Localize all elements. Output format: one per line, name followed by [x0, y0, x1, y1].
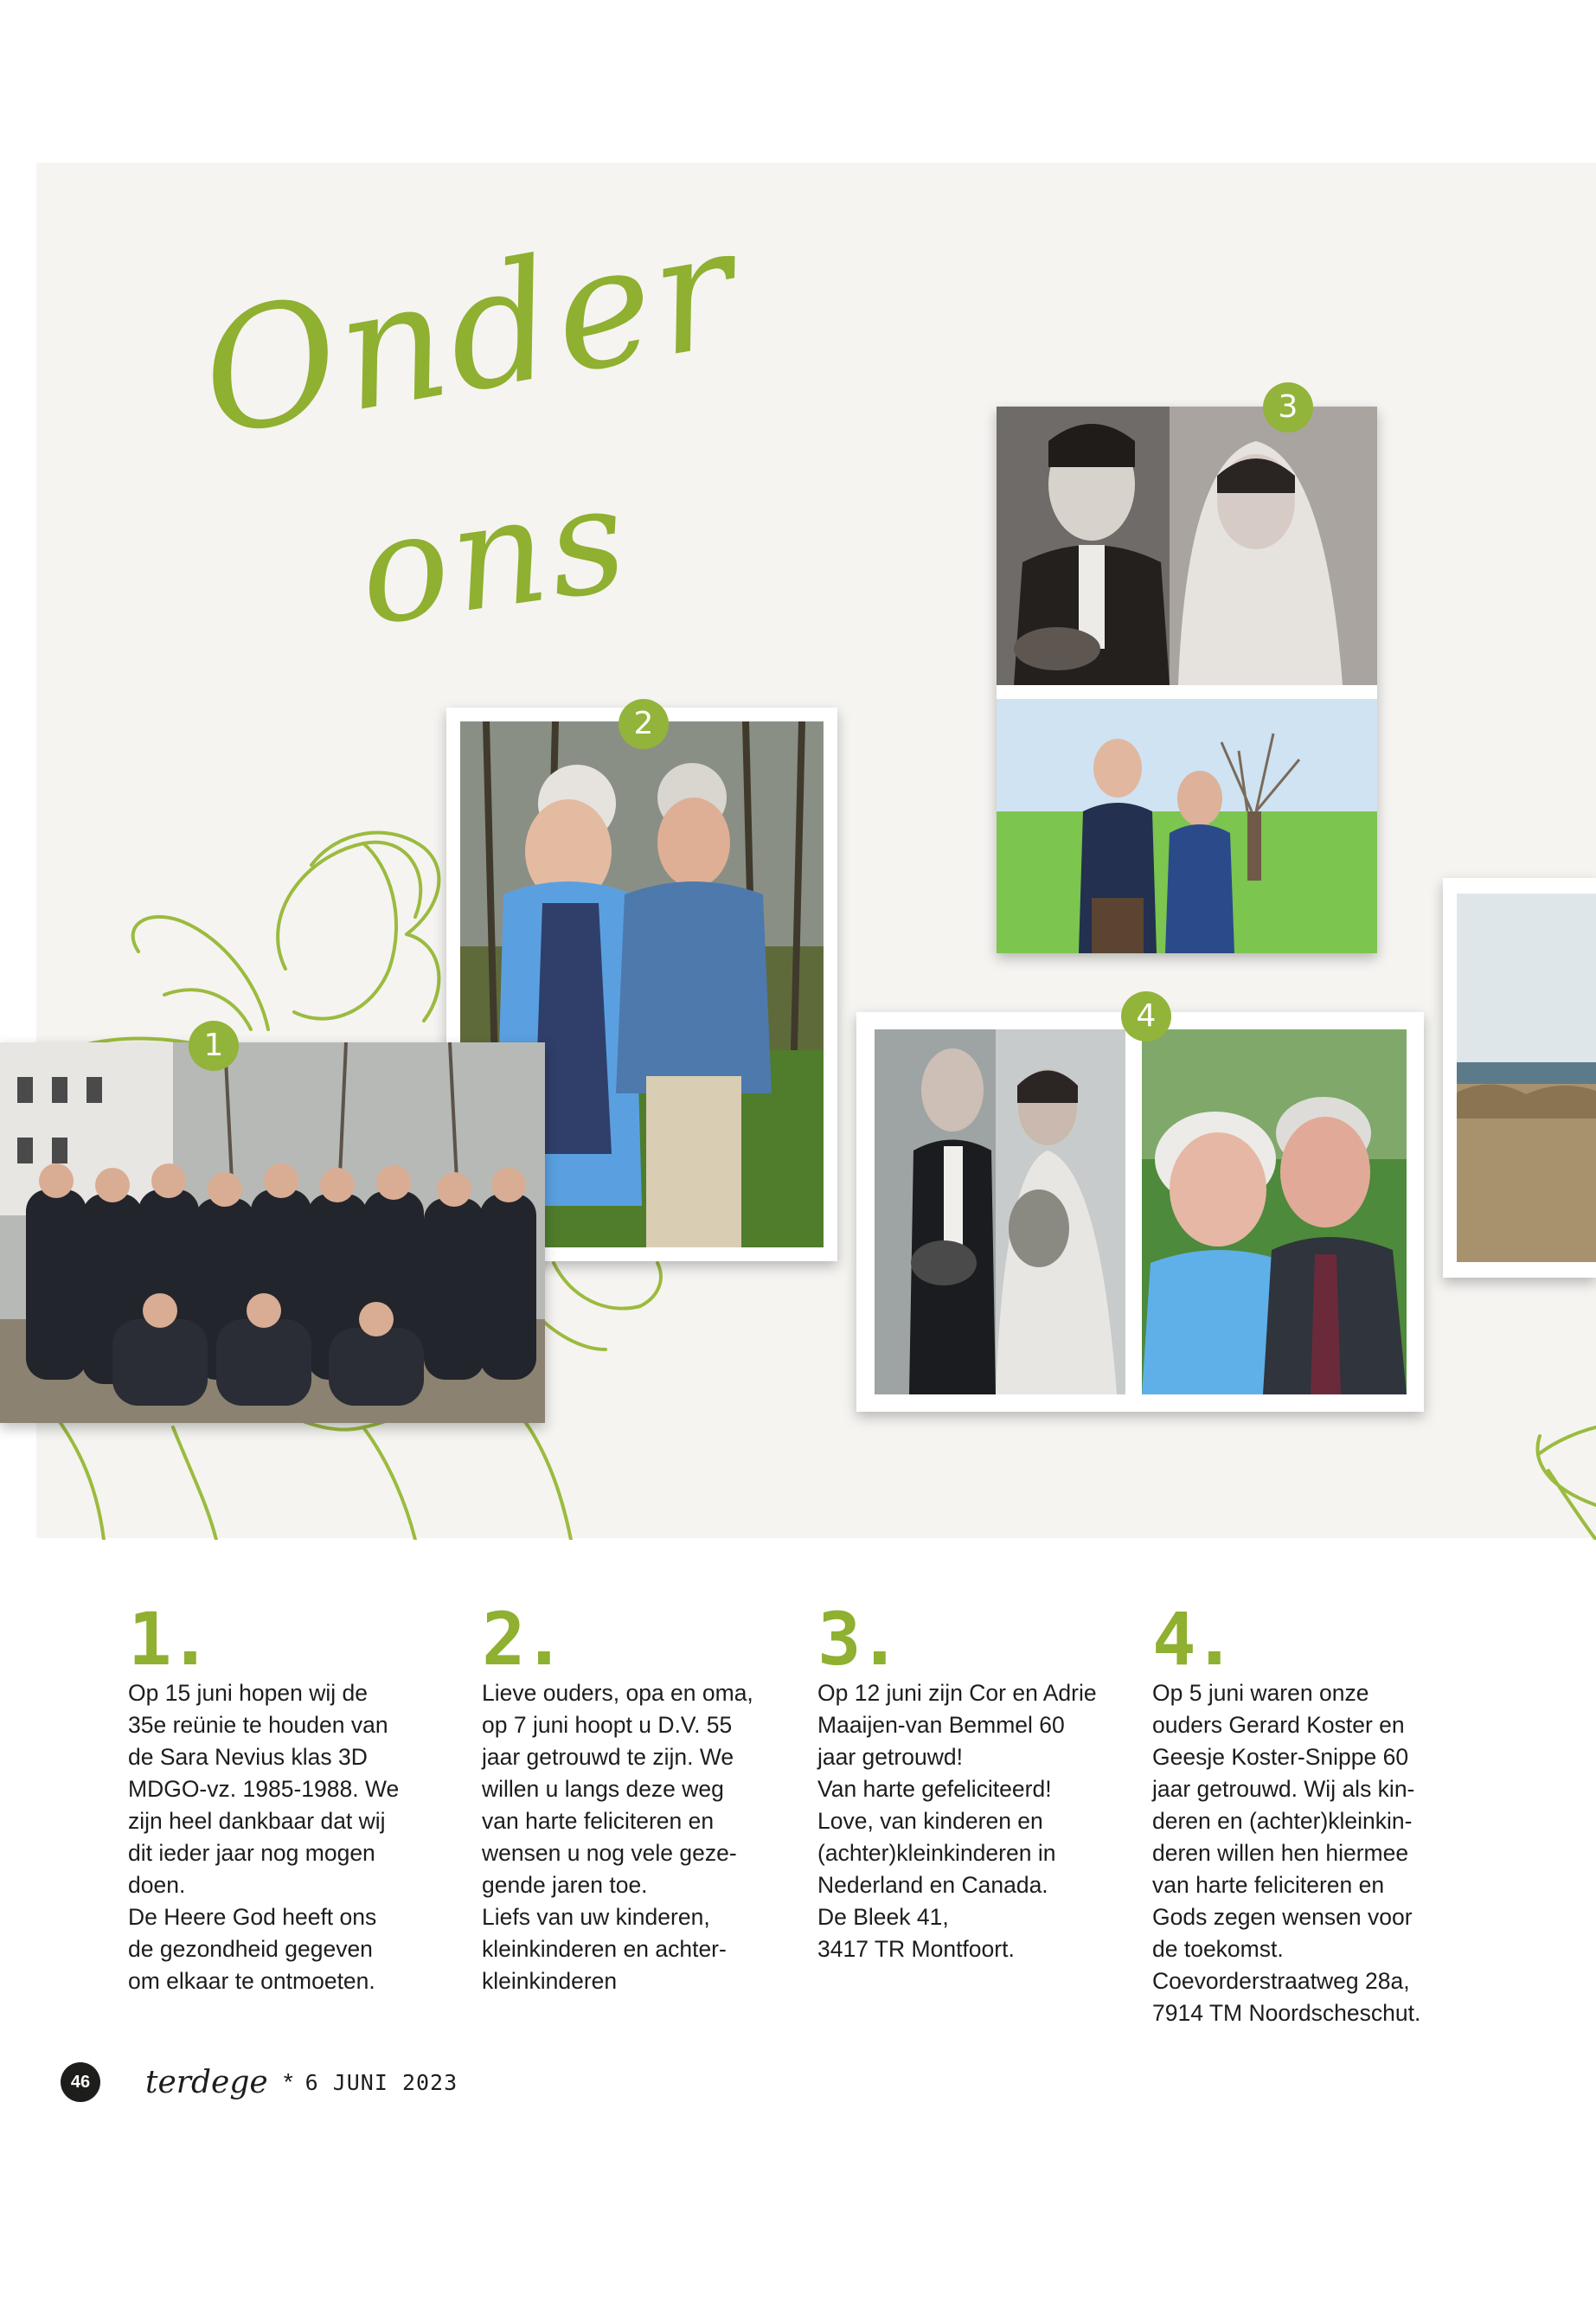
badge-4: 4	[1121, 991, 1171, 1042]
photo-beach-dunes	[1457, 894, 1596, 1262]
photo-frame-4	[856, 998, 1424, 1412]
entry-text: Lieve ouders, opa en oma, op 7 juni hoopt u D.V. 55 jaar getrouwd te zijn. We willen u langs deze weg van harte feliciteren en wensen u nog vele geze- gende jaren toe. Liefs van uw kinderen, kleinkinderen en achter- kleinkinderen	[482, 1680, 753, 1994]
issue-date: 6 JUNI 2023	[304, 2069, 458, 2095]
photo-couple-portrait	[1142, 1029, 1407, 1394]
page-number: 46	[61, 2062, 100, 2102]
badge-2: 2	[619, 699, 669, 749]
photo-frame-1	[0, 1028, 545, 1423]
entry-number: 3.	[817, 1597, 899, 1682]
separator-star: *	[283, 2068, 293, 2095]
entry-4	[1152, 1597, 1459, 2029]
entry-1	[128, 1597, 435, 1997]
badge-3: 3	[1263, 382, 1313, 433]
entry-3	[817, 1597, 1125, 1965]
photo-wedding-black-white	[997, 407, 1377, 685]
photo-group-reunion	[0, 1042, 545, 1423]
entry-text: Op 5 juni waren onze ouders Gerard Koster en Geesje Koster-Snippe 60 jaar getrouwd. Wij als kin- deren en (achter)kleinkin- deren willen hen hiermee van harte feliciteren en Gods zegen wensen voor de toekomst. Coevorderstraatweg 28a, 7914 TM Noordscheschut.	[1152, 1680, 1421, 2026]
photo-couple-meadow	[997, 699, 1377, 953]
photo-frame-3	[997, 389, 1377, 953]
magazine-logo: terdege	[145, 2064, 268, 2100]
entry-number: 1.	[128, 1597, 209, 1682]
entry-text: Op 15 juni hopen wij de 35e reünie te houden van de Sara Nevius klas 3D MDGO-vz. 1985-1988. We zijn heel dankbaar dat wij dit ieder jaar nog mogen doen. De Heere God heeft ons de gezondheid gegeven om elkaar te ontmoeten.	[128, 1680, 400, 1994]
entry-text: Op 12 juni zijn Cor en Adrie Maaijen-van Bemmel 60 jaar getrouwd! Van harte gefeliciteerd! Love, van kinderen en (achter)kleinkinderen in Nederland en Canada. De Bleek 41, 3417 TR Montfoort.	[817, 1680, 1097, 1962]
entry-number: 2.	[482, 1597, 563, 1682]
badge-1: 1	[189, 1021, 239, 1071]
entry-number: 4.	[1152, 1597, 1234, 1682]
entry-2	[482, 1597, 789, 1997]
photo-frame-5	[1443, 878, 1596, 1278]
section-title-line-1: Onder	[188, 191, 753, 473]
photo-wedding-portrait	[875, 1029, 1125, 1394]
page-footer	[61, 2061, 458, 2104]
section-title-line-2: ons	[349, 452, 639, 660]
